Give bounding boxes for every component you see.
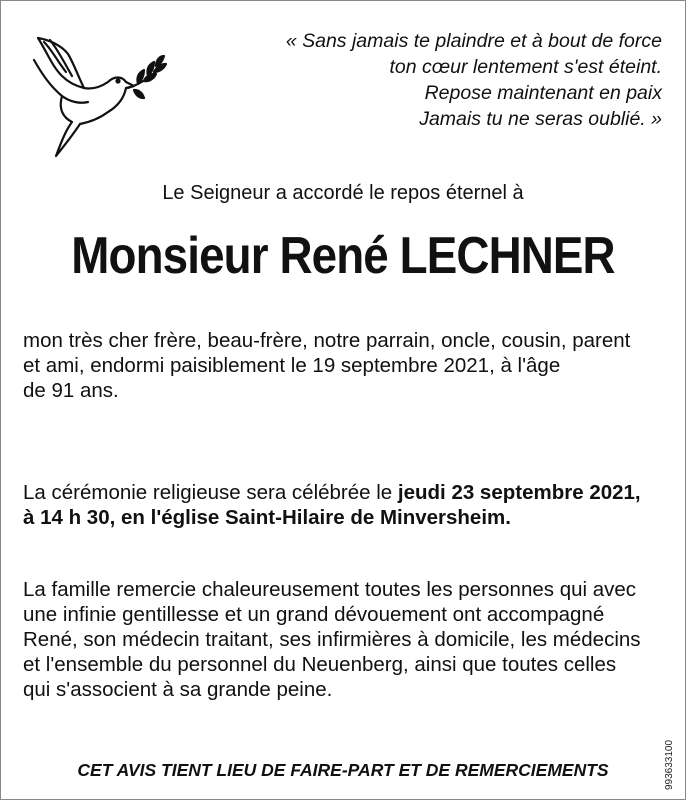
poem-line: « Sans jamais te plaindre et à bout de force [285,30,662,52]
footer-notice: CET AVIS TIENT LIEU DE FAIRE-PART ET DE REMERCIEMENTS [77,760,609,780]
ceremony-paragraph [23,480,663,530]
paragraph-line: qui s'associent à sa grande peine. [23,678,333,701]
paragraph-line [23,480,663,505]
paragraph-line: mon très cher frère, beau-frère, notre parrain, oncle, cousin, parent [23,329,631,352]
poem-line: ton cœur lentement s'est éteint. [389,56,662,78]
poem-line: Jamais tu ne seras oublié. » [419,108,662,130]
deceased-name: Monsieur René LECHNER [71,227,615,285]
ceremony-place: à 14 h 30, en l'église Saint-Hilaire de Minversheim. [23,506,511,529]
family-paragraph [23,328,663,403]
paragraph-line: René, son médecin traitant, ses infirmières à domicile, les médecins [23,628,641,651]
ceremony-text: La cérémonie religieuse sera célébrée le [23,481,398,504]
reference-number: 993633100 [664,739,675,790]
paragraph-line: et ami, endormi paisiblement le 19 septembre 2021, à l'âge [23,354,561,377]
paragraph-line [23,505,663,530]
thanks-paragraph [23,577,663,702]
poem-line: Repose maintenant en paix [424,82,662,104]
poem [242,28,662,132]
ceremony-date: jeudi 23 septembre 2021, [397,481,641,504]
intro-text: Le Seigneur a accordé le repos éternel à [162,182,524,204]
paragraph-line: et l'ensemble du personnel du Neuenberg, ainsi que toutes celles [23,653,617,676]
paragraph-line: une infinie gentillesse et un grand dévouement ont accompagné [23,603,605,626]
dove-with-olive-branch-icon [28,26,170,162]
paragraph-line: La famille remercie chaleureusement toutes les personnes qui avec [23,578,637,601]
paragraph-line: de 91 ans. [23,379,119,402]
